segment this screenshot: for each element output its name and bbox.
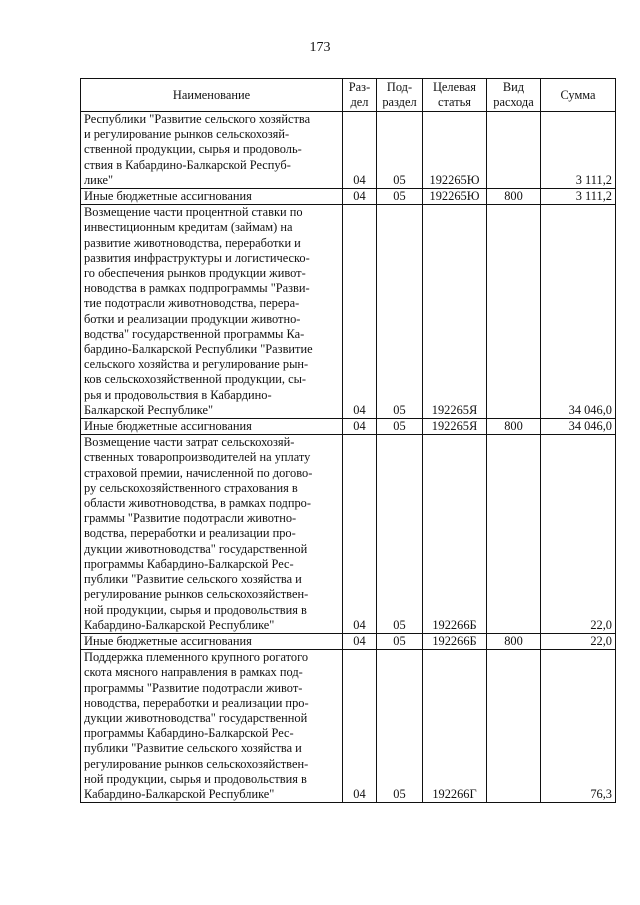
page-number: 173 bbox=[309, 40, 331, 55]
row-subsection: 05 bbox=[377, 189, 423, 205]
row-target: 192265Ю bbox=[423, 189, 487, 205]
row-name: Возмещение части затрат сельскохозяй- ственных товаропроизводителей на уплату страховой премии, начисленной по догово- ру сельскохозяйственного страхования в области животноводства, в рамках подпро- граммы "Развитие подотрасли животно- водства, переработки и реализации про- дукции животноводства" государственной программы Кабардино-Балкарской Рес- публики "Развитие сельского хозяйства и регулирование рынков сельскохозяйствен- ной продукции, сырья и продовольствия в Кабардино-Балкарской Республике" bbox=[81, 435, 343, 634]
row-section: 04 bbox=[343, 435, 377, 634]
row-section: 04 bbox=[343, 633, 377, 649]
row-section: 04 bbox=[343, 205, 377, 419]
header-subsection: Под- раздел bbox=[377, 79, 423, 112]
row-subsection: 05 bbox=[377, 112, 423, 189]
row-amount: 22,0 bbox=[541, 435, 616, 634]
table-row bbox=[81, 419, 616, 435]
row-expense-type bbox=[487, 205, 541, 419]
row-subsection: 05 bbox=[377, 435, 423, 634]
row-name: Республики "Развитие сельского хозяйства и регулирование рынков сельскохозяй- ственной продукции, сырья и продоволь- ствия в Кабардино-Балкарской Респуб- лике" bbox=[81, 112, 343, 189]
table-header-row bbox=[81, 79, 616, 112]
header-target: Целевая статья bbox=[423, 79, 487, 112]
row-section: 04 bbox=[343, 189, 377, 205]
row-expense-type bbox=[487, 112, 541, 189]
row-expense-type bbox=[487, 650, 541, 803]
row-expense-type bbox=[487, 435, 541, 634]
row-target: 192265Я bbox=[423, 205, 487, 419]
row-name: Иные бюджетные ассигнования bbox=[81, 419, 343, 435]
row-target: 192265Ю bbox=[423, 112, 487, 189]
header-section: Раз- дел bbox=[343, 79, 377, 112]
row-subsection: 05 bbox=[377, 205, 423, 419]
table-row bbox=[81, 189, 616, 205]
row-target: 192266Б bbox=[423, 435, 487, 634]
row-target: 192266Г bbox=[423, 650, 487, 803]
row-section: 04 bbox=[343, 112, 377, 189]
row-amount: 34 046,0 bbox=[541, 205, 616, 419]
row-name: Иные бюджетные ассигнования bbox=[81, 189, 343, 205]
row-expense-type: 800 bbox=[487, 633, 541, 649]
table-row bbox=[81, 205, 616, 419]
row-amount: 3 111,2 bbox=[541, 112, 616, 189]
row-subsection: 05 bbox=[377, 633, 423, 649]
budget-table bbox=[80, 78, 616, 803]
row-expense-type: 800 bbox=[487, 419, 541, 435]
row-section: 04 bbox=[343, 650, 377, 803]
table-row bbox=[81, 435, 616, 634]
row-amount: 3 111,2 bbox=[541, 189, 616, 205]
table-row bbox=[81, 633, 616, 649]
header-name: Наименование bbox=[81, 79, 343, 112]
row-name: Возмещение части процентной ставки по инвестиционным кредитам (займам) на развитие животноводства, переработки и развития инфраструктуры и логистическо- го обеспечения рынков продукции живот- новодства в рамках подпрограммы "Разви- тие подотрасли животноводства, перера- ботки и реализации продукции животно- водства" государственной программы Ка- бардино-Балкарской Республики "Развитие сельского хозяйства и регулирование рын- ков сельскохозяйственной продукции, сы- рья и продовольствия в Кабардино- Балкарской Республике" bbox=[81, 205, 343, 419]
row-amount: 34 046,0 bbox=[541, 419, 616, 435]
header-expense-type: Вид расхода bbox=[487, 79, 541, 112]
table-row bbox=[81, 112, 616, 189]
row-section: 04 bbox=[343, 419, 377, 435]
row-name: Поддержка племенного крупного рогатого скота мясного направления в рамках под- программы "Развитие подотрасли живот- новодства, переработки и реализации про- дукции животноводства" государственной программы Кабардино-Балкарской Рес- публики "Развитие сельского хозяйства и регулирование рынков сельскохозяйствен- ной продукции, сырья и продовольствия в Кабардино-Балкарской Республике" bbox=[81, 650, 343, 803]
row-target: 192266Б bbox=[423, 633, 487, 649]
table-row bbox=[81, 650, 616, 803]
row-subsection: 05 bbox=[377, 650, 423, 803]
row-amount: 76,3 bbox=[541, 650, 616, 803]
row-target: 192265Я bbox=[423, 419, 487, 435]
row-subsection: 05 bbox=[377, 419, 423, 435]
row-name: Иные бюджетные ассигнования bbox=[81, 633, 343, 649]
row-amount: 22,0 bbox=[541, 633, 616, 649]
row-expense-type: 800 bbox=[487, 189, 541, 205]
header-amount: Сумма bbox=[541, 79, 616, 112]
